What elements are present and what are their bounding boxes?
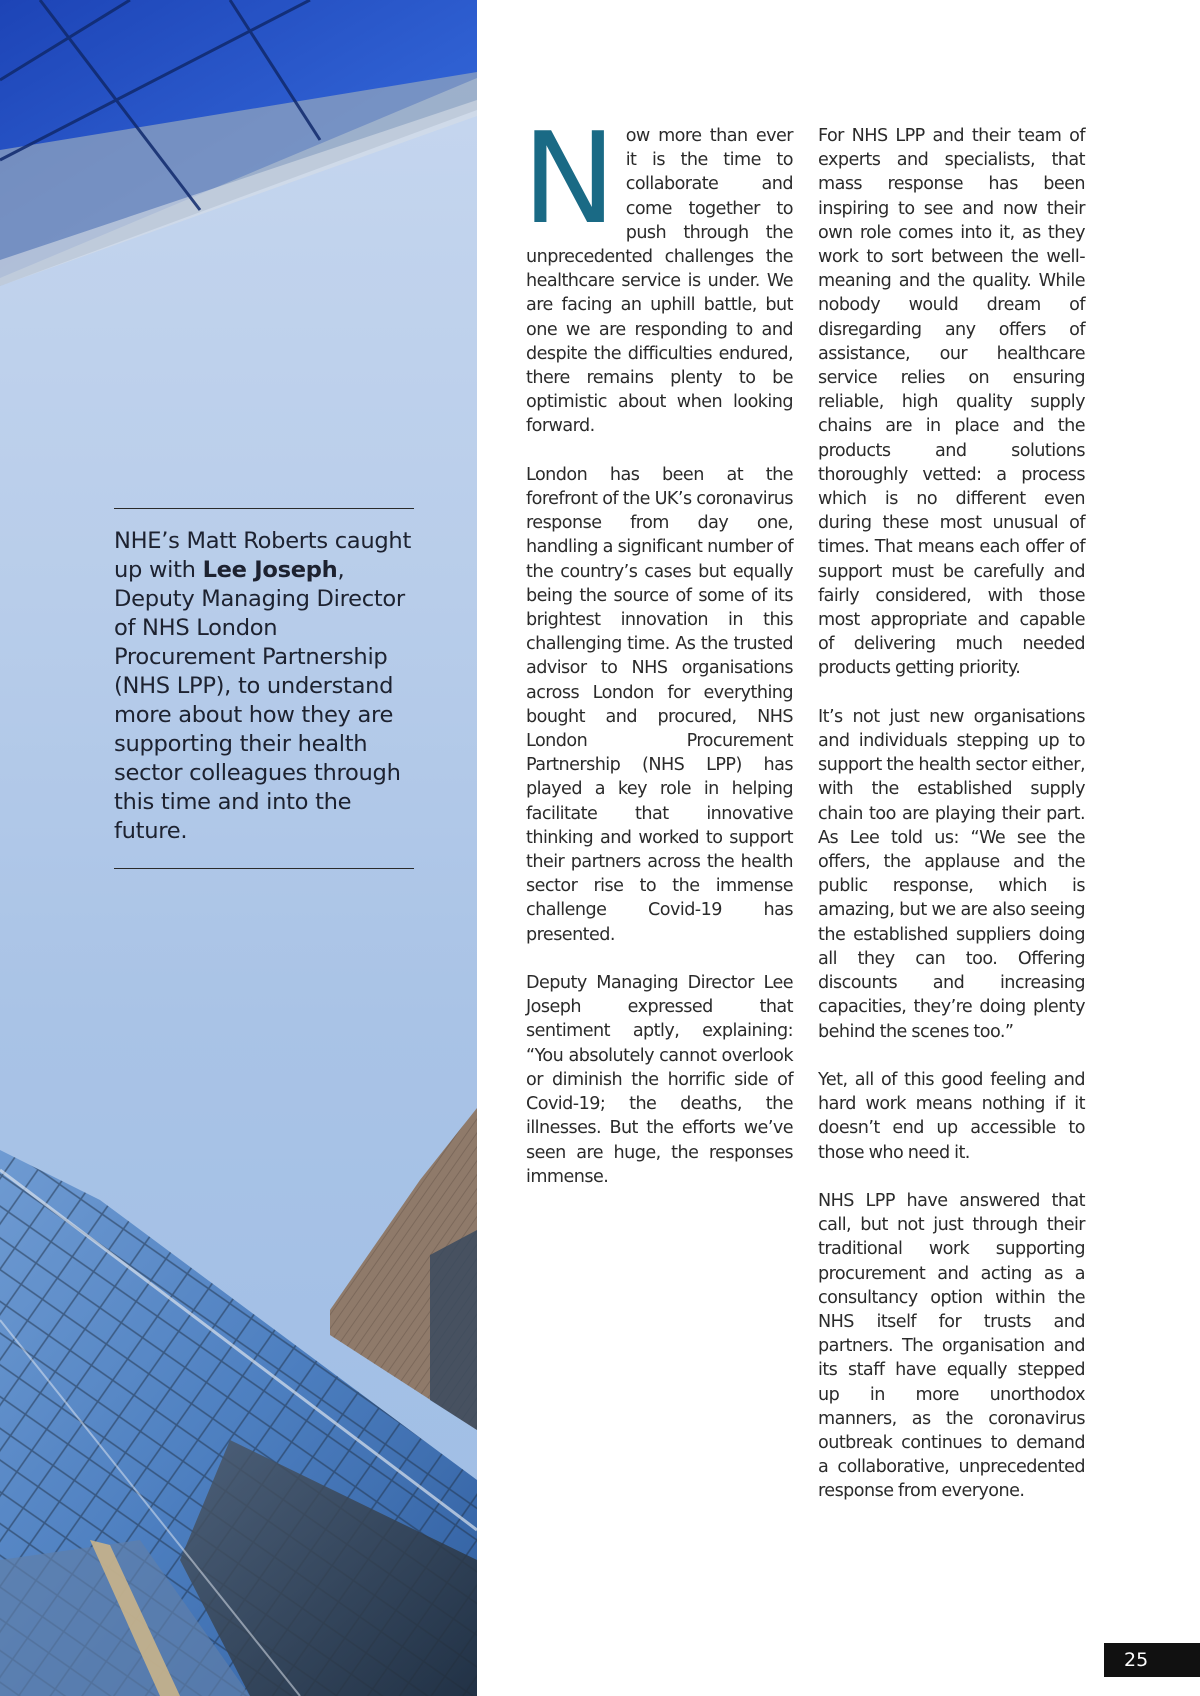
intro-text-end: , Deputy Managing Director of NHS London Procurement Partnership (NHS LPP), to understand more about how they are supporting their health sector colleagues through this time and into the future. [114, 557, 405, 844]
intro-bottom-rule [114, 868, 414, 869]
article-paragraph: Deputy Managing Director Lee Joseph expressed that sentiment aptly, explaining: “You absolutely cannot overlook or diminish the horrific side of Covid-19; the deaths, the illnesses. But the efforts we’ve seen are huge, the responses immense. [526, 973, 793, 1187]
article-column-1 [522, 105, 793, 1213]
intro-text [114, 527, 414, 846]
drop-cap: N [522, 105, 616, 252]
intro-top-rule [114, 508, 414, 509]
article-paragraph: London has been at the forefront of the UK’s coronavirus response from day one, handling a significant number of the country’s cases but equally being the source of some of its brightest innovation in this challenging time. As the trusted advisor to NHS organisations across London for everything bought and procured, NHS London Procurement Partnership (NHS LPP) has played a key role in helping facilitate that innovative thinking and worked to support their partners across the health sector rise to the immense challenge Covid-19 has presented. [526, 464, 793, 945]
intro-text-start: NHE’s Matt Roberts caught up with [114, 528, 411, 583]
page-number: 25 [1104, 1643, 1200, 1677]
article-paragraph [522, 105, 793, 439]
article-paragraph: It’s not just new organisations and individuals stepping up to support the health sector either, with the established supply chain too are playing their part. As Lee told us: “We see the offers, the applause and the public response, which is amazing, but we are also seeing the established suppliers doing all they can too. Offering discounts and increasing capacities, they’re doing plenty behind the scenes too.” [818, 706, 1085, 1042]
article-paragraph: Yet, all of this good feeling and hard work means nothing if it doesn’t end up accessible to those who need it. [818, 1069, 1085, 1163]
intro-box [114, 508, 414, 869]
article-column-2 [818, 124, 1085, 1528]
article-paragraph: For NHS LPP and their team of experts and specialists, that mass response has been inspiring to see and now their own role comes into it, as they work to sort between the well-meaning and the quality. While nobody would dream of disregarding any offers of assistance, our healthcare service relies on ensuring reliable, high quality supply chains are in place and the products and solutions thoroughly vetted: a process which is no different even during these most unusual of times. That means each offer of support must be carefully and fairly considered, with those most appropriate and capable of delivering much needed products getting priority. [818, 126, 1085, 679]
paragraph-text: ow more than ever it is the time to collaborate and come together to push through the unprecedented challenges the healthcare service is under. We are facing an uphill battle, but one we are responding to and despite the difficulties endured, there remains plenty to be optimistic about when looking forward. [526, 126, 793, 437]
interviewee-name: Lee Joseph [202, 557, 338, 583]
cover-photo [0, 0, 477, 1696]
article-paragraph: NHS LPP have answered that call, but not just through their traditional work supporting procurement and acting as a consultancy option within the NHS itself for trusts and partners. The organisation and its staff have equally stepped up in more unorthodox manners, as the coronavirus outbreak continues to demand a collaborative, unprecedented response from everyone. [818, 1190, 1085, 1502]
